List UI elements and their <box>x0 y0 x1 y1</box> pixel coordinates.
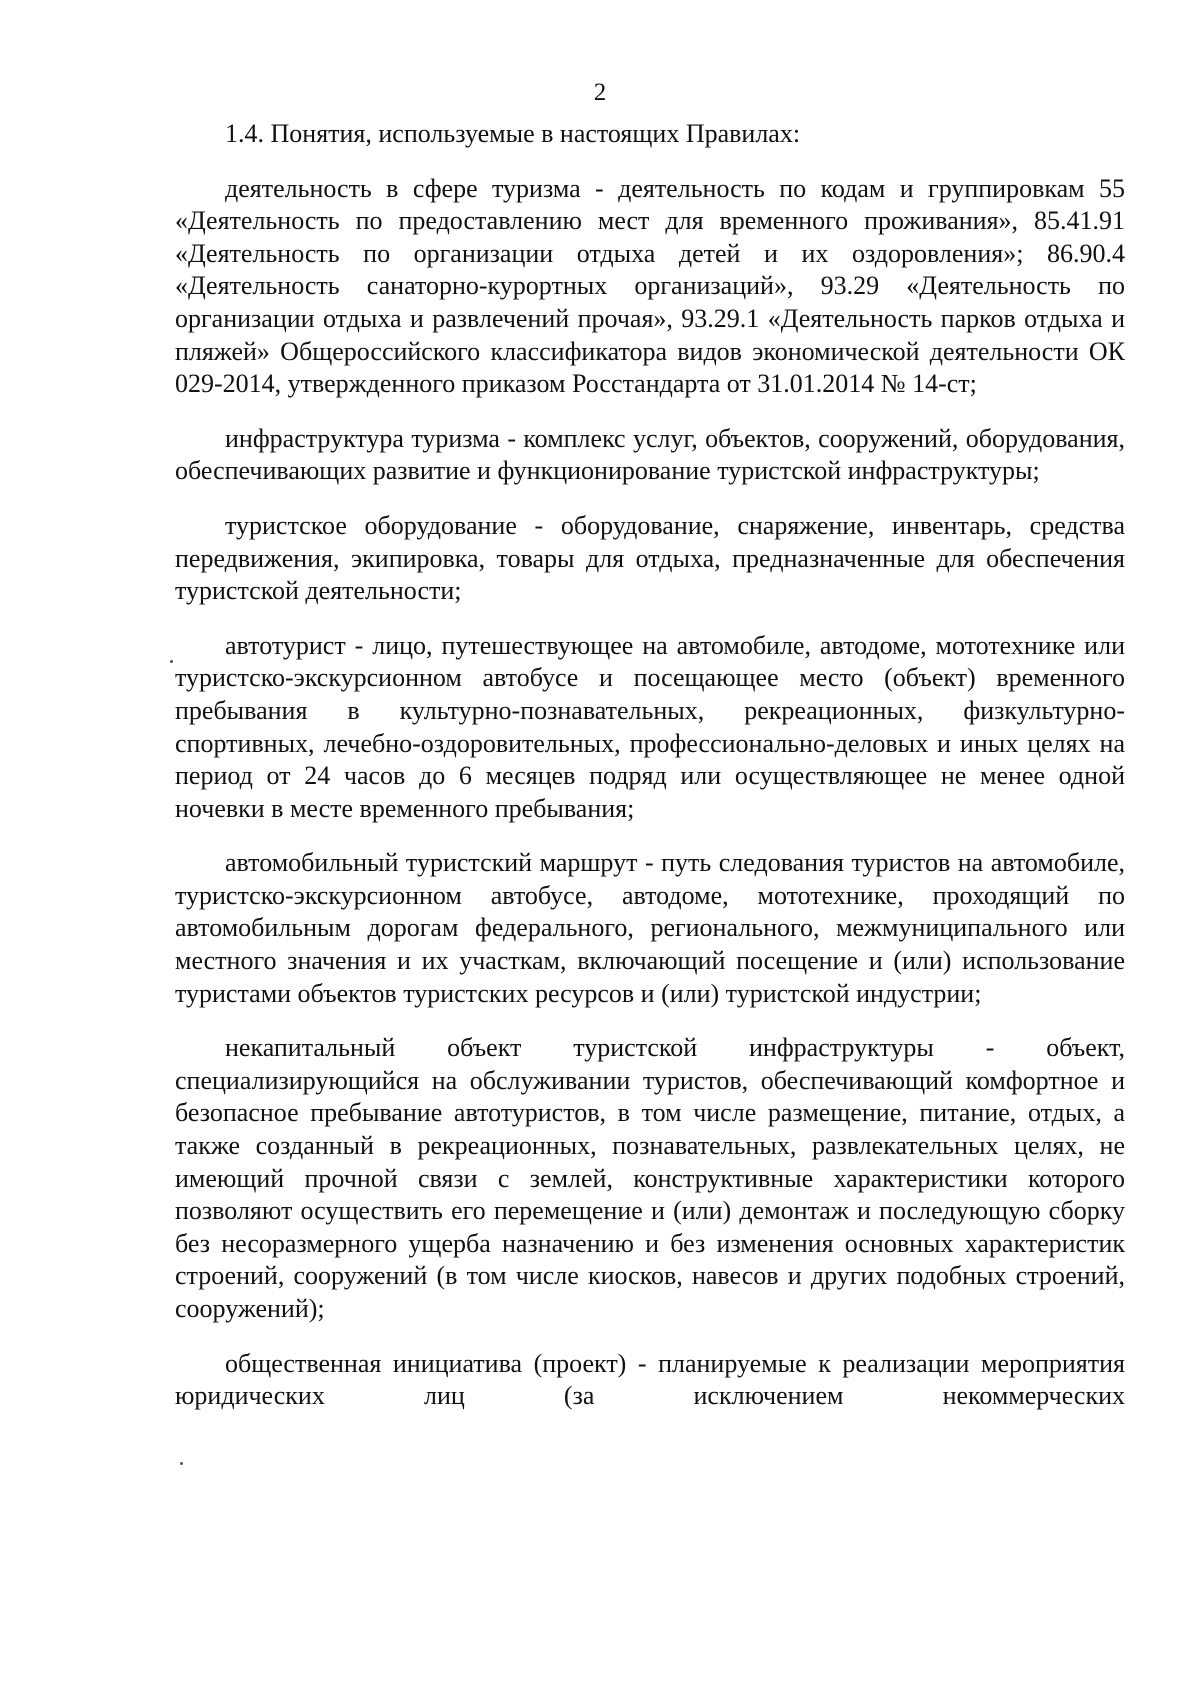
definition-tourism-activity: деятельность в сфере туризма - деятельность по кодам и группировкам 55 «Деятельность по предоставлению мест для временного проживания», 85.41.91 «Деятельность по организации отдыха детей и их оздоровления»; 86.90.4 «Деятельность санаторно-курортных организаций», 93.29 «Деятельность по организации отдыха и развлечений прочая», 93.29.1 «Деятельность парков отдыха и пляжей» Общероссийского классификатора видов экономической деятельности ОК 029-2014, утвержденного приказом Росстандарта от 31.01.2014 № 14-ст; <box>175 173 1125 399</box>
definition-tourist-equipment: туристское оборудование - оборудование, снаряжение, инвентарь, средства передвижения, экипировка, товары для отдыха, предназначенные для обеспечения туристской деятельности; <box>175 510 1125 606</box>
section-heading: 1.4. Понятия, используемые в настоящих Правилах: <box>225 119 801 148</box>
definition-non-capital-object: некапитальный объект туристской инфраструктуры - объект, специализирующийся на обслуживании туристов, обеспечивающий комфортное и безопасное пребывание автотуристов, в том числе размещение, питание, отдых, а также созданный в рекреационных, познавательных, развлекательных целях, не имеющий прочной связи с землей, конструктивные характеристики которого позволяют осуществить его перемещение и (или) демонтаж и последующую сборку без несоразмерного ущерба назначению и без изменения основных характеристик строений, сооружений (в том числе киосков, навесов и других подобных строений, сооружений); <box>175 1033 1125 1323</box>
definition-tourism-infrastructure: инфраструктура туризма - комплекс услуг, объектов, сооружений, оборудования, обеспечивающих развитие и функционирование туристской инфраструктуры; <box>175 423 1125 486</box>
scan-speck <box>170 660 173 663</box>
definition-autotourist: автотурист - лицо, путешествующее на автомобиле, автодоме, мототехнике или туристско-экскурсионном автобусе и посещающее место (объект) временного пребывания в культурно-познавательных, рекреационных, физкультурно-спортивных, лечебно-оздоровительных, профессионально-деловых и иных целях на период от 24 часов до 6 месяцев подряд или осуществляющее не менее одной ночевки в месте временного пребывания; <box>175 630 1125 823</box>
definition-car-tourist-route: автомобильный туристский маршрут - путь следования туристов на автомобиле, туристско-экскурсионном автобусе, автодоме, мототехнике, проходящий по автомобильным дорогам федерального, регионального, межмуниципального или местного значения и их участкам, включающий посещение и (или) использование туристами объектов туристских ресурсов и (или) туристской индустрии; <box>175 848 1125 1008</box>
page-number: 2 <box>593 79 607 106</box>
scan-speck <box>180 1462 183 1465</box>
document-body <box>175 118 1125 1413</box>
definition-public-initiative: общественная инициатива (проект) - планируемые к реализации мероприятия юридических лиц (за исключением некоммерческих <box>175 1348 1125 1411</box>
